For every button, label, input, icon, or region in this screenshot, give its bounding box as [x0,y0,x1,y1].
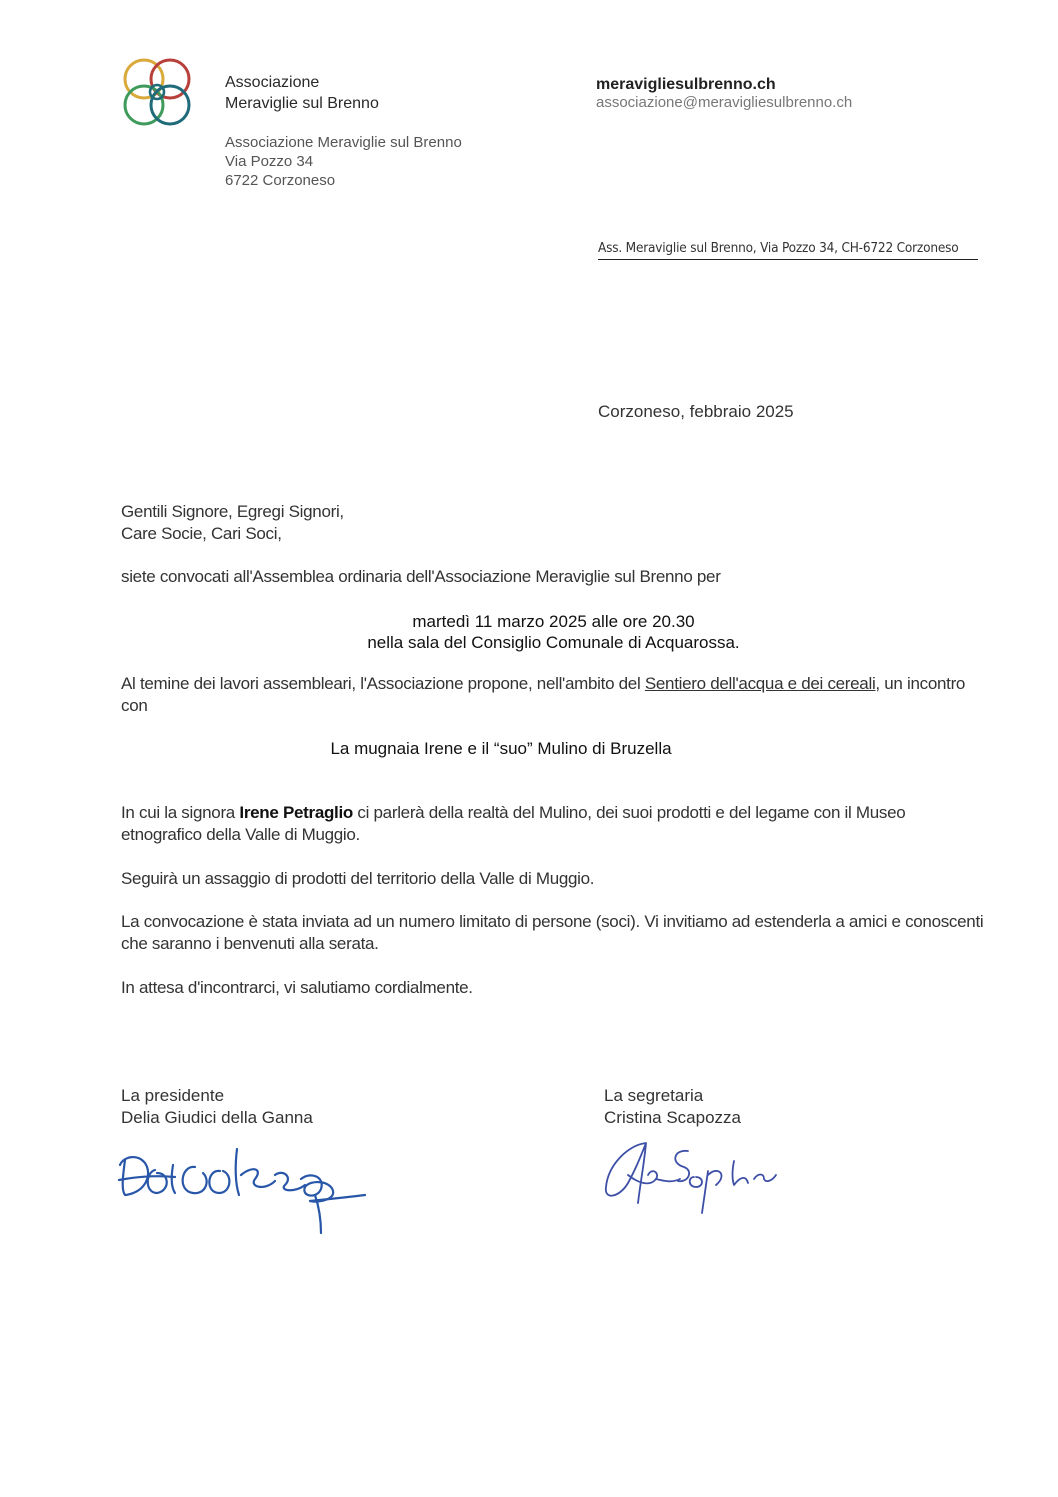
organization-name-line1: Associazione [225,74,320,91]
talk-text-after: ci parlerà della realtà del Mulino, dei suoi prodotti e del legame con il Museo etnografico della Valle di Muggio. [121,803,906,844]
organization-address [225,133,462,190]
agenda-text-before: Al temine dei lavori assembleari, l'Associazione propone, nell'ambito del [121,674,645,693]
talk-paragraph [121,802,986,845]
event-where: nella sala del Consiglio Comunale di Acquarossa. [367,633,740,652]
secretary-name: Cristina Scapozza [604,1107,742,1127]
closing-paragraph: In attesa d'incontrarci, vi salutiamo cordialmente. [121,978,473,997]
email-link[interactable]: associazione@meravigliesulbrenno.ch [596,94,853,111]
event-when: martedì 11 marzo 2025 alle ore 20.30 [412,612,695,631]
president-name: Delia Giudici della Ganna [121,1107,313,1127]
organization-name-line2: Meraviglie sul Brenno [225,95,379,112]
organization-name [225,72,379,114]
salutation-line1: Gentili Signore, Egregi Signori, [121,502,344,521]
president-role: La presidente [121,1086,225,1105]
website-link[interactable]: meravigliesulbrenno.ch [596,76,776,93]
address-street: Via Pozzo 34 [225,153,314,170]
address-name: Associazione Meraviglie sul Brenno [225,134,462,151]
intro-paragraph: siete convocati all'Assemblea ordinaria dell'Associazione Meraviglie sul Brenno per [121,567,721,586]
salutation-line2: Care Socie, Cari Soci, [121,523,282,543]
talk-text-before: In cui la signora [121,803,240,822]
address-city: 6722 Corzoneso [225,172,336,189]
trail-link[interactable]: Sentiero dell'acqua e dei cereali [644,674,876,693]
invite-paragraph: La convocazione è stata inviata ad un numero limitato di persone (soci). Vi invitiamo ad estenderla a amici e conoscenti che saranno i benvenuti alla serata. [121,912,984,953]
tasting-paragraph: Seguirà un assaggio di prodotti del territorio della Valle di Muggio. [121,869,595,888]
letter-date: Corzoneso, febbraio 2025 [598,402,794,421]
salutation [121,501,986,544]
agenda-text-after: , un incontro con [121,674,966,715]
president-signature-image [115,1135,370,1240]
four-circles-logo-icon [120,55,194,129]
secretary-role: La segretaria [604,1086,704,1105]
logo-circle-teal [151,86,189,124]
event-details [121,611,986,653]
talk-title: La mugnaia Irene e il “suo” Mulino di Bruzella [330,739,672,758]
secretary-signature-image [598,1135,793,1220]
speaker-name: Irene Petraglio [239,803,353,822]
sender-return-address: Ass. Meraviglie sul Brenno, Via Pozzo 34, CH-6722 Corzoneso [598,240,978,260]
secretary-signature-block [604,1085,741,1128]
president-signature-block [121,1085,313,1128]
agenda-paragraph [121,673,986,716]
